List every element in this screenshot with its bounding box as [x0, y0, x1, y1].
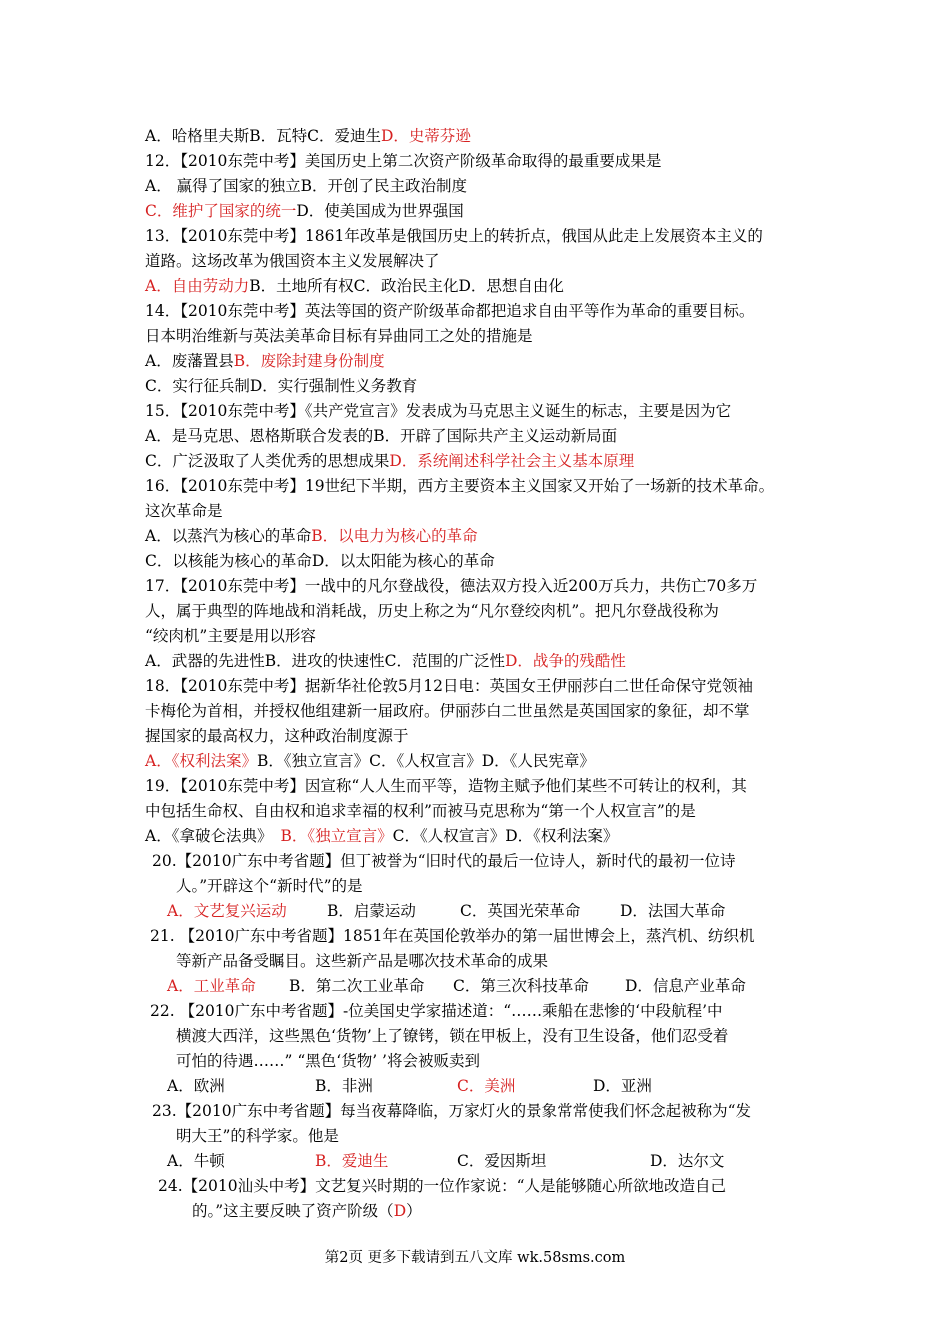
- q15-option-c: C．广泛汲取了人类优秀的思想成果: [145, 452, 390, 470]
- q23-stem-line1: 23.【2010广东中考省题】每当夜幕降临，万家灯火的景象常常使我们怀念起被称为“发: [152, 1102, 752, 1120]
- q23-options: [167, 1151, 724, 1171]
- q12-option-b: B．开创了民主政治制度: [300, 177, 468, 195]
- q20-option-a-answer: A．文艺复兴运动: [167, 902, 287, 920]
- q20-stem-line2: 人。”开辟这个“新时代”的是: [176, 877, 363, 895]
- q21-option-b: B．第二次工业革命: [289, 977, 425, 995]
- q15-option-a: A．是马克思、恩格斯联合发表的: [145, 427, 374, 445]
- q21-option-d: D．信息产业革命: [625, 977, 746, 995]
- q17-option-b: B．进攻的快速性: [264, 652, 385, 670]
- q12-options-ab: [145, 176, 467, 196]
- q11-option-b: B．瓦特: [249, 127, 308, 145]
- q19-stem-line2: 中包括生命权、自由权和追求幸福的权利”而被马克思称为“第一个人权宣言”的是: [145, 802, 696, 820]
- q17-stem-line1: 17．【2010东莞中考】一战中的凡尔登战役，德法双方投入近200万兵力，共伤亡70多万: [145, 577, 758, 595]
- q12-options-cd: [145, 201, 464, 221]
- q18-stem-line3: 握国家的最高权力，这种政治制度源于: [145, 727, 409, 745]
- q22-option-a: A．欧洲: [167, 1077, 225, 1095]
- q20-option-d: D．法国大革命: [620, 902, 726, 920]
- q23-option-d: D．达尔文: [650, 1152, 725, 1170]
- q19-option-b-answer: B．《独立宣言》: [280, 827, 393, 845]
- q11-options: [145, 126, 471, 146]
- q17-options: [145, 651, 626, 671]
- q18-option-a-answer: A．《权利法案》: [145, 752, 257, 770]
- q22-option-b: B．非洲: [315, 1077, 373, 1095]
- q21-stem-line1: 21. 【2010广东中考省题】1851年在英国伦敦举办的第一届世博会上，蒸汽机、纺织机: [150, 927, 755, 945]
- q11-option-a: A．哈格里夫斯: [145, 127, 250, 145]
- q15-options-ab: [145, 426, 617, 446]
- q17-option-a: A．武器的先进性: [145, 652, 265, 670]
- q13-stem-line1: 13．【2010东莞中考】1861年改革是俄国历史上的转折点，俄国从此走上发展资本主义的: [145, 227, 763, 245]
- q19-option-a: A．《拿破仑法典》: [145, 827, 273, 845]
- q13-option-b: B．土地所有权: [249, 277, 354, 295]
- q12-option-c-answer: C．维护了国家的统一: [145, 202, 297, 220]
- q24-stem-line2: [192, 1201, 422, 1221]
- q14-option-a: A．废藩置县: [145, 352, 234, 370]
- q18-options: [145, 751, 595, 771]
- q13-option-d: D．思想自由化: [458, 277, 564, 295]
- q22-options: [167, 1076, 652, 1096]
- q24-stem-line1: 24.【2010汕头中考】文艺复兴时期的一位作家说：“人是能够随心所欲地改造自己: [158, 1177, 727, 1195]
- q14-options-ab: [145, 351, 385, 371]
- q22-option-d: D．亚洲: [593, 1077, 652, 1095]
- q23-option-a: A．牛顿: [167, 1152, 225, 1170]
- q12-option-a: A． 赢得了国家的独立: [145, 177, 301, 195]
- q16-option-c: C．以核能为核心的革命: [145, 552, 312, 570]
- q14-option-c: C．实行征兵制: [145, 377, 250, 395]
- q18-option-b: B．《独立宣言》: [256, 752, 370, 770]
- q21-options: [167, 976, 746, 996]
- q15-option-d-answer: D．系统阐述科学社会主义基本原理: [389, 452, 635, 470]
- q20-options: [167, 901, 725, 921]
- q20-stem-line1: 20.【2010广东中考省题】但丁被誉为“旧时代的最后一位诗人，新时代的最初一位诗: [152, 852, 736, 870]
- q12-stem: 12．【2010东莞中考】美国历史上第二次资产阶级革命取得的最重要成果是: [145, 152, 662, 170]
- q16-options-cd: [145, 551, 495, 571]
- page-footer: 第2页 更多下载请到五八文库 wk.58sms.com: [324, 1250, 626, 1266]
- q21-stem-line2: 等新产品备受瞩目。这些新产品是哪次技术革命的成果: [176, 952, 549, 970]
- q24-stem-line2-text: 的。”这主要反映了资产阶级（: [192, 1202, 394, 1220]
- q23-option-b-answer: B．爱迪生: [315, 1152, 389, 1170]
- q18-stem-line1: 18．【2010东莞中考】据新华社伦敦5月12日电：英国女王伊丽莎白二世任命保守党领袖: [145, 677, 754, 695]
- q22-option-c-answer: C．美洲: [457, 1077, 516, 1095]
- q16-option-a: A．以蒸汽为核心的革命: [145, 527, 312, 545]
- q18-option-d: D．《人民宪章》: [481, 752, 595, 770]
- q16-options-ab: [145, 526, 478, 546]
- q13-stem-line2: 道路。这场改革为俄国资本主义发展解决了: [145, 252, 440, 270]
- q19-option-c: C．《人权宣言》: [392, 827, 506, 845]
- q18-stem-line2: 卡梅伦为首相，并授权他组建新一届政府。伊丽莎白二世虽然是英国国家的象征，却不掌: [145, 702, 750, 720]
- q19-stem-line1: 19．【2010东莞中考】因宣称“人人生而平等，造物主赋予他们某些不可转让的权利，其: [145, 777, 747, 795]
- q24-answer: D: [393, 1202, 407, 1220]
- q15-options-cd: [145, 451, 634, 471]
- q14-options-cd: [145, 376, 417, 396]
- q16-option-d: D．以太阳能为核心的革命: [311, 552, 495, 570]
- q15-option-b: B．开辟了国际共产主义运动新局面: [373, 427, 618, 445]
- q16-option-b-answer: B．以电力为核心的革命: [311, 527, 478, 545]
- q14-stem-line1: 14．【2010东莞中考】英法等国的资产阶级革命都把追求自由平等作为革命的重要目标。: [145, 302, 755, 320]
- q23-option-c: C．爱因斯坦: [457, 1152, 547, 1170]
- q15-stem: 15．【2010东莞中考】《共产党宣言》发表成为马克思主义诞生的标志，主要是因为它: [145, 402, 732, 420]
- q19-option-d: D．《权利法案》: [505, 827, 619, 845]
- q21-option-c: C．第三次科技革命: [453, 977, 589, 995]
- q19-options: [145, 826, 618, 846]
- q23-stem-line2: 明大王”的科学家。他是: [176, 1127, 339, 1145]
- q14-option-b-answer: B．废除封建身份制度: [233, 352, 385, 370]
- q24-stem-line2-close: ）: [406, 1202, 422, 1220]
- q22-stem-line1: 22. 【2010广东中考省题】-位美国史学家描述道：“……乘船在悲惨的‘中段航程’中: [150, 1002, 723, 1020]
- q22-stem-line3: 可怕的待遇……” “黑色‘货物’ ’将会被贩卖到: [176, 1052, 480, 1070]
- q17-option-c: C．范围的广泛性: [384, 652, 505, 670]
- q20-option-b: B．启蒙运动: [327, 902, 416, 920]
- q17-stem-line3: “绞肉机”主要是用以形容: [145, 627, 316, 645]
- q11-option-d-answer: D．史蒂芬逊: [380, 127, 471, 145]
- q13-option-c: C．政治民主化: [353, 277, 459, 295]
- q16-stem-line2: 这次革命是: [145, 502, 223, 520]
- q18-option-c: C．《人权宣言》: [369, 752, 482, 770]
- q17-option-d-answer: D．战争的残酷性: [504, 652, 626, 670]
- q16-stem-line1: 16．【2010东莞中考】19世纪下半期，西方主要资本主义国家又开始了一场新的技术革命。: [145, 477, 775, 495]
- q20-option-c: C．英国光荣革命: [460, 902, 581, 920]
- q14-option-d: D．实行强制性义务教育: [249, 377, 418, 395]
- q21-option-a-answer: A．工业革命: [167, 977, 256, 995]
- q12-option-d: D．使美国成为世界强国: [296, 202, 464, 220]
- q17-stem-line2: 人，属于典型的阵地战和消耗战，历史上称之为“凡尔登绞肉机”。把凡尔登战役称为: [145, 602, 719, 620]
- q13-options: [145, 276, 564, 296]
- q11-option-c: C．爱迪生: [307, 127, 381, 145]
- q13-option-a-answer: A．自由劳动力: [145, 277, 250, 295]
- q14-stem-line2: 日本明治维新与英法美革命目标有异曲同工之处的措施是: [145, 327, 533, 345]
- q22-stem-line2: 横渡大西洋，这些黑色‘货物’上了镣铐，锁在甲板上，没有卫生设备，他们忍受着: [176, 1027, 729, 1045]
